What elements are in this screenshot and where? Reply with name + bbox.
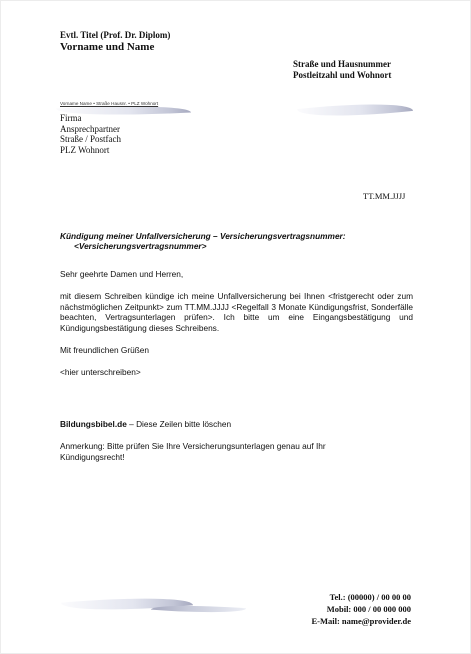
- decorative-swoosh-top-right: [297, 97, 413, 123]
- contact-mobile: Mobil: 000 / 00 000 000: [326, 604, 411, 614]
- sender-postal: Postleitzahl und Wohnort: [293, 70, 392, 80]
- recipient-city: PLZ Wohnort: [60, 144, 110, 155]
- sender-street: Straße und Hausnummer: [293, 59, 392, 69]
- brand-name: Bildungsbibel.de: [60, 419, 127, 429]
- recipient-contact: Ansprechpartner: [60, 123, 120, 134]
- salutation: Sehr geehrte Damen und Herren,: [60, 269, 184, 279]
- footer-note: Anmerkung: Bitte prüfen Sie Ihre Versicherungsunterlagen genau auf Ihr Kündigungsrecht!: [60, 441, 326, 462]
- return-address-line: Vorname Name • Straße Hausnr. • PLZ Wohnort: [60, 101, 159, 106]
- brand-suffix: – Diese Zeilen bitte löschen: [126, 419, 232, 429]
- sender-title: Evtl. Titel (Prof. Dr. Diplom): [60, 30, 171, 40]
- recipient-street: Straße / Postfach: [60, 134, 121, 145]
- body-paragraph: mit diesem Schreiben kündige ich meine Unfallversicherung bei Ihnen <fristgerecht oder zum nächstmöglichen Zeitpunkt> zum TT.MM.JJJJ <Regelfall 3 Monate Kündigungsfrist, Sonderfälle beachten, Vertragsunterlagen prüfen>. Ich bitte um eine Eingangsbestätigung und Kündigungsbestätigung dieses Schreibens.: [60, 291, 413, 333]
- recipient-address-block: [60, 113, 121, 155]
- contact-email: E-Mail: name@provider.de: [311, 616, 411, 626]
- footer-brand-line: [60, 419, 231, 429]
- subject-line: Kündigung meiner Unfallversicherung – Versicherungsvertragsnummer:: [60, 231, 346, 241]
- contact-phone: Tel.: (00000) / 00 00 00: [329, 592, 411, 602]
- closing-greeting: Mit freundlichen Grüßen: [60, 345, 150, 355]
- subject-contract-number: <Versicherungsvertragsnummer>: [74, 241, 207, 251]
- signature-placeholder: <hier unterschreiben>: [60, 367, 141, 377]
- letter-date: TT.MM.JJJJ: [363, 191, 406, 201]
- sender-name: Vorname und Name: [60, 41, 155, 53]
- decorative-swoosh-bottom-left: [61, 591, 193, 617]
- recipient-company: Firma: [60, 113, 82, 123]
